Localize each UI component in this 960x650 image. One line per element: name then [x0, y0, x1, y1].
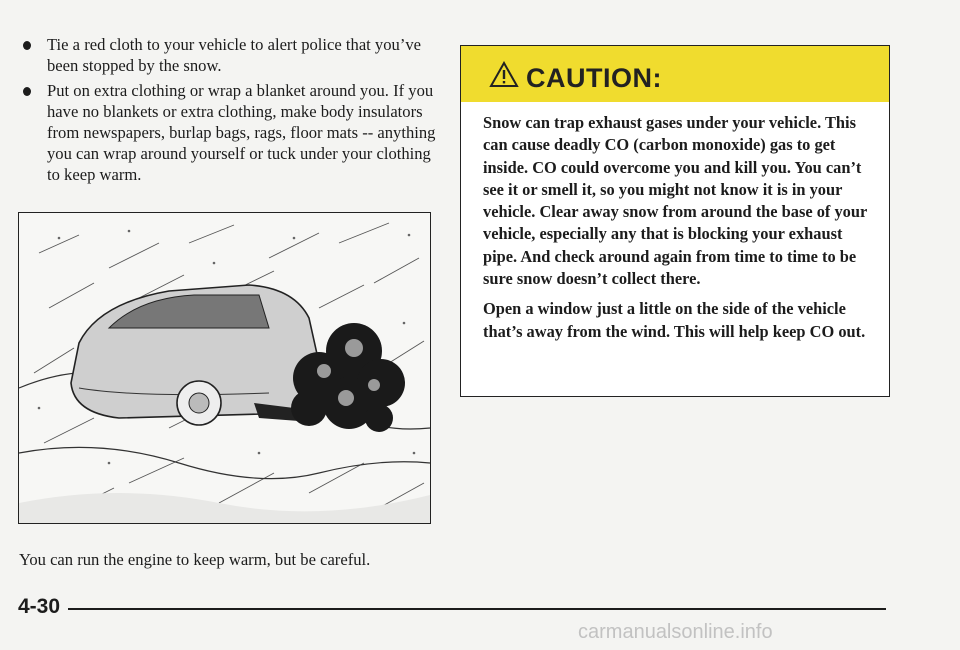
- watermark: carmanualsonline.info: [578, 621, 773, 643]
- caution-header: [461, 46, 889, 102]
- caution-paragraph: Snow can trap exhaust gases under your vehicle. This can cause deadly CO (carbon monoxide) gas to get inside. CO could overcome you and kill you. You can’t see it or smell it, so you might not know it is in your vehicle. Clear away snow from around the base of your vehicle, especially any that is blocking your exhaust pipe. And check around again from time to time to be sure snow doesn’t collect there.: [483, 113, 867, 289]
- snowbound-car-illustration: [18, 212, 431, 524]
- list-item: [20, 80, 440, 185]
- list-item: [20, 34, 440, 76]
- warning-triangle-icon: [489, 61, 519, 88]
- caution-box: [460, 45, 890, 397]
- bullet-icon: [23, 87, 31, 96]
- caution-paragraph: Open a window just a little on the side of the vehicle that’s away from the wind. This will help keep CO out.: [483, 299, 866, 341]
- bullet-text: Put on extra clothing or wrap a blanket around you. If you have no blankets or extra clothing, make body insulators from newspapers, burlap bags, rags, floor mats -- anything you can wrap around yourself or tuck under your clothing to keep warm.: [47, 81, 436, 184]
- bullet-text: Tie a red cloth to your vehicle to alert police that you’ve been stopped by the snow.: [47, 35, 422, 75]
- page-number: 4-30: [18, 595, 61, 618]
- snowbound-car-exhaust-illustration: [19, 213, 430, 523]
- caution-title: CAUTION:: [526, 63, 662, 93]
- bullet-list: [20, 34, 440, 189]
- caution-body: [483, 112, 875, 351]
- bullet-icon: [23, 41, 31, 50]
- caption-text: You can run the engine to keep warm, but be careful.: [19, 550, 371, 569]
- footer-divider: [68, 608, 886, 610]
